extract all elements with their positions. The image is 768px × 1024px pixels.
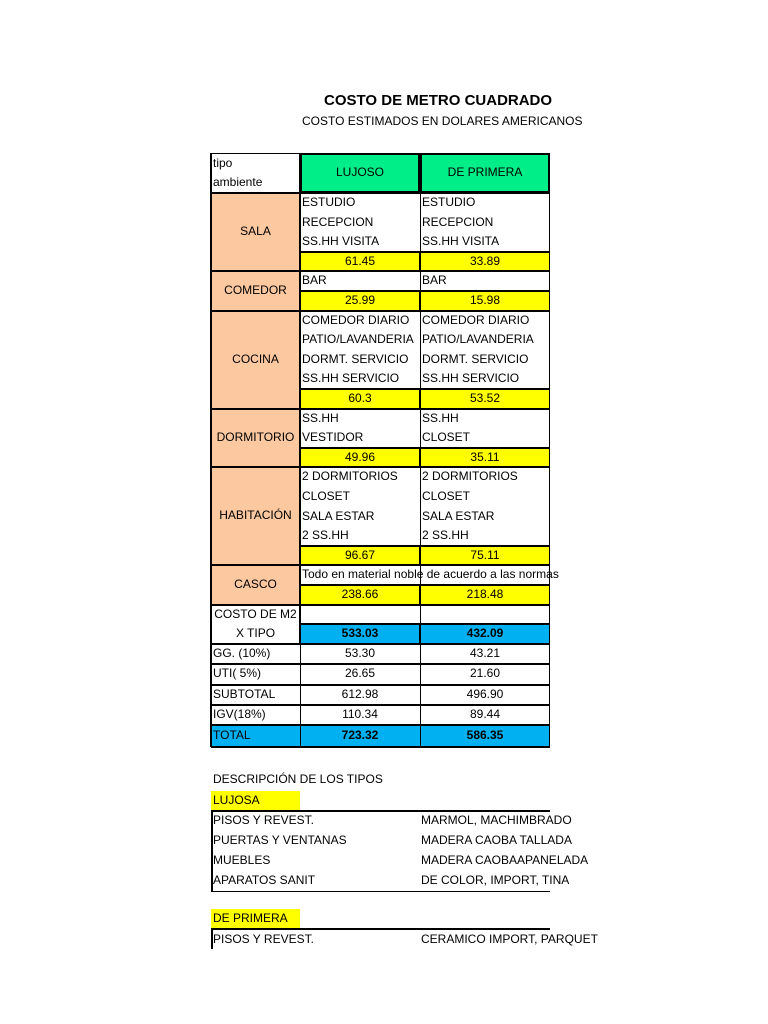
- grid-line: [420, 467, 421, 545]
- grid-line: [210, 153, 212, 747]
- room-item-primera: DORMT. SERVICIO: [422, 351, 529, 366]
- room-item-lujoso: PATIO/LAVANDERIA: [302, 332, 414, 347]
- room-value-lujoso: 49.96: [344, 449, 376, 464]
- lujosa-desc: MADERA CAOBAAPANELADA: [421, 853, 589, 867]
- room-value-primera: 75.11: [470, 547, 500, 562]
- grid-line: [300, 584, 550, 586]
- costo-tipo-lujoso: 533.03: [341, 626, 379, 641]
- room-item-lujoso: ESTUDIO: [302, 195, 356, 209]
- grid-line: [420, 409, 421, 448]
- room-name: HABITACIÓN: [219, 508, 292, 523]
- summary-lujoso: 26.65: [344, 666, 376, 681]
- room-item-primera: BAR: [422, 273, 447, 288]
- room-item-primera: SS.HH VISITA: [422, 234, 500, 249]
- grid-line: [211, 746, 550, 748]
- primera-label: DE PRIMERA: [213, 911, 288, 925]
- summary-primera: 89.44: [469, 707, 501, 721]
- lujosa-label: LUJOSA: [213, 793, 260, 807]
- room-item-lujoso: SS.HH SERVICIO: [302, 371, 400, 386]
- room-name: DORMITORIO: [216, 430, 295, 444]
- room-value-lujoso: 60.3: [348, 391, 372, 405]
- descripcion-heading: DESCRIPCIÓN DE LOS TIPOS: [213, 772, 383, 786]
- summary-label: GG. (10%): [213, 645, 271, 660]
- summary-lujoso: 53.30: [344, 645, 376, 660]
- costo-tipo-empty: [300, 605, 550, 625]
- summary-label: SUBTOTAL: [213, 686, 276, 701]
- room-value-primera: 35.11: [470, 449, 500, 464]
- room-item-primera: 2 DORMITORIOS: [422, 469, 518, 484]
- room-value-lujoso: 25.99: [344, 293, 376, 307]
- costo-tipo-label-2: X TIPO: [235, 626, 276, 641]
- room-value-lujoso: 61.45: [344, 253, 376, 268]
- primera-desc: CERAMICO IMPORT, PARQUET: [421, 932, 598, 946]
- lujosa-desc: MARMOL, MACHIMBRADO: [421, 813, 572, 827]
- header-lujoso-label: LUJOSO: [335, 165, 384, 179]
- room-value-primera: 33.89: [469, 253, 501, 268]
- costo-tipo-label-1: COSTO DE M2: [214, 606, 297, 621]
- grid-line: [300, 545, 550, 547]
- costo-tipo-primera: 432.09: [466, 626, 504, 641]
- room-item-primera: SS.HH SERVICIO: [422, 371, 520, 386]
- room-item-lujoso: RECEPCION: [302, 214, 374, 229]
- total-lujoso: 723.32: [341, 728, 379, 743]
- grid-line: [300, 447, 550, 449]
- lujosa-desc: MADERA CAOBA TALLADA: [421, 833, 572, 847]
- page-title: COSTO DE METRO CUADRADO: [324, 92, 553, 109]
- room-item-lujoso: 2 DORMITORIOS: [302, 469, 398, 484]
- summary-label: IGV(18%): [213, 707, 266, 721]
- summary-primera: 496.90: [466, 686, 504, 701]
- room-value-lujoso: 238.66: [341, 587, 379, 601]
- summary-primera: 43.21: [469, 645, 501, 660]
- grid-line: [300, 290, 550, 292]
- lujosa-item: PUERTAS Y VENTANAS: [213, 833, 347, 847]
- grid-line: [420, 193, 421, 252]
- lujosa-item: MUEBLES: [213, 853, 271, 867]
- grid-line: [211, 929, 213, 949]
- room-item-primera: RECEPCION: [422, 214, 494, 229]
- grid-line: [211, 811, 213, 891]
- room-item-lujoso: SS.HH: [302, 410, 339, 425]
- summary-label: UTI( 5%): [213, 666, 261, 681]
- room-item-primera: SALA ESTAR: [422, 508, 495, 523]
- room-note: Todo en material noble de acuerdo a las normas: [302, 567, 559, 582]
- room-item-primera: ESTUDIO: [422, 195, 476, 209]
- room-value-primera: 218.48: [466, 587, 504, 601]
- room-item-primera: PATIO/LAVANDERIA: [422, 332, 534, 347]
- grid-line: [420, 605, 421, 625]
- room-item-lujoso: VESTIDOR: [302, 430, 364, 445]
- room-item-lujoso: 2 SS.HH: [302, 528, 349, 543]
- grid-line: [420, 271, 421, 291]
- room-value-primera: 53.52: [469, 391, 501, 405]
- room-value-lujoso: 96.67: [344, 547, 376, 562]
- room-item-lujoso: SS.HH VISITA: [302, 234, 380, 249]
- lujosa-desc: DE COLOR, IMPORT, TINA: [421, 873, 570, 887]
- room-name: COMEDOR: [224, 283, 287, 297]
- room-item-primera: COMEDOR DIARIO: [422, 312, 530, 327]
- room-item-primera: 2 SS.HH: [422, 528, 469, 543]
- room-name: SALA: [240, 224, 271, 239]
- total-primera: 586.35: [466, 728, 504, 743]
- grid-line: [300, 388, 550, 390]
- room-item-lujoso: CLOSET: [302, 489, 351, 503]
- primera-item: PISOS Y REVEST.: [213, 932, 314, 946]
- total-label: TOTAL: [213, 728, 251, 743]
- grid-line: [420, 311, 421, 389]
- page-subtitle: COSTO ESTIMADOS EN DOLARES AMERICANOS: [302, 114, 583, 128]
- header-primera-label: DE PRIMERA: [447, 165, 523, 179]
- room-item-primera: CLOSET: [422, 430, 471, 445]
- summary-lujoso: 110.34: [342, 707, 378, 721]
- room-name: COCINA: [232, 351, 279, 366]
- room-item-lujoso: SALA ESTAR: [302, 508, 375, 523]
- summary-lujoso: 612.98: [341, 686, 379, 701]
- room-item-lujoso: DORMT. SERVICIO: [302, 351, 409, 366]
- grid-line: [211, 891, 550, 892]
- summary-primera: 21.60: [469, 666, 501, 681]
- grid-line: [300, 251, 550, 253]
- room-name: CASCO: [234, 577, 277, 591]
- room-item-primera: SS.HH: [422, 410, 459, 425]
- room-item-primera: CLOSET: [422, 489, 471, 503]
- room-value-primera: 15.98: [469, 293, 501, 307]
- room-item-lujoso: BAR: [302, 273, 327, 288]
- room-item-lujoso: COMEDOR DIARIO: [302, 312, 410, 327]
- header-tipo-label: tipo: [213, 156, 233, 170]
- lujosa-item: PISOS Y REVEST.: [213, 813, 314, 827]
- lujosa-item: APARATOS SANIT: [213, 873, 316, 887]
- header-ambiente-label: ambiente: [213, 175, 263, 189]
